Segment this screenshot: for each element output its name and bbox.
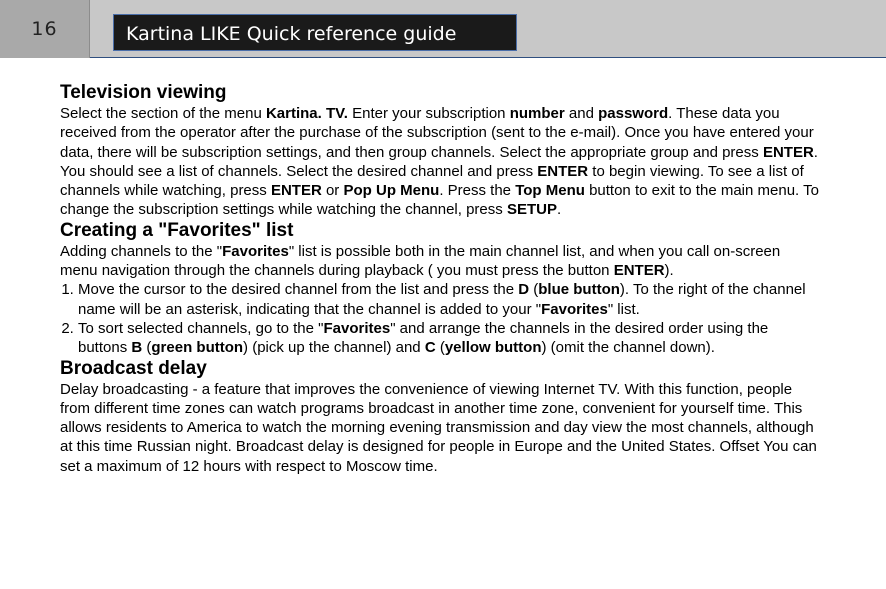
list-item: 1. Move the cursor to the desired channel from the list and press the D (blue button). To the right of the channel name will be an asterisk, indicating that the channel is added to your "Favorites" list. [78, 280, 820, 319]
favorites-steps-list [60, 280, 820, 357]
favorites-paragraph: Adding channels to the "Favorites" list is possible both in the main channel list, and when you call on-screen menu navigation through the channels during playback ( you must press the button ENTER). [60, 242, 781, 280]
page-header [0, 0, 886, 58]
list-item: 2. To sort selected channels, go to the "Favorites" and arrange the channels in the desired order using the buttons B (green button) (pick up the channel) and C (yellow button) (omit the channel down). [78, 319, 820, 358]
page-number: 16 [0, 0, 90, 58]
section-heading-favorites: Creating a "Favorites" list [60, 219, 294, 241]
guide-title: Kartina LIKE Quick reference guide [113, 14, 517, 51]
tv-viewing-paragraph: Select the section of the menu Kartina. TV. Enter your subscription number and password. These data you received from the operator after the purchase of the subscription (sent to the e-mail). Once you have entered your data, there will be subscription settings, and then group channels. Select the appropriate group and press ENTER. You should see a list of channels. Select the desired channel and press ENTER to begin viewing. To see a list of channels while watching, press ENTER or Pop Up Menu. Press the Top Menu button to exit to the main menu. To change the subscription settings while watching the channel, press SETUP. [60, 105, 819, 219]
page-content [60, 82, 820, 476]
section-heading-broadcast-delay: Broadcast delay [60, 357, 207, 379]
broadcast-delay-paragraph: Delay broadcasting - a feature that improves the convenience of viewing Internet TV. With this function, people from different time zones can watch programs broadcast in another time zone, convenient for yourself time. This allows residents to America to watch the morning evening transmission and day view the most channels, although at this time Russian night. Broadcast delay is designed for people in Europe and the United States. Offset You can set a maximum of 12 hours with respect to Moscow time. [60, 380, 817, 475]
section-heading-tv-viewing: Television viewing [60, 82, 227, 103]
